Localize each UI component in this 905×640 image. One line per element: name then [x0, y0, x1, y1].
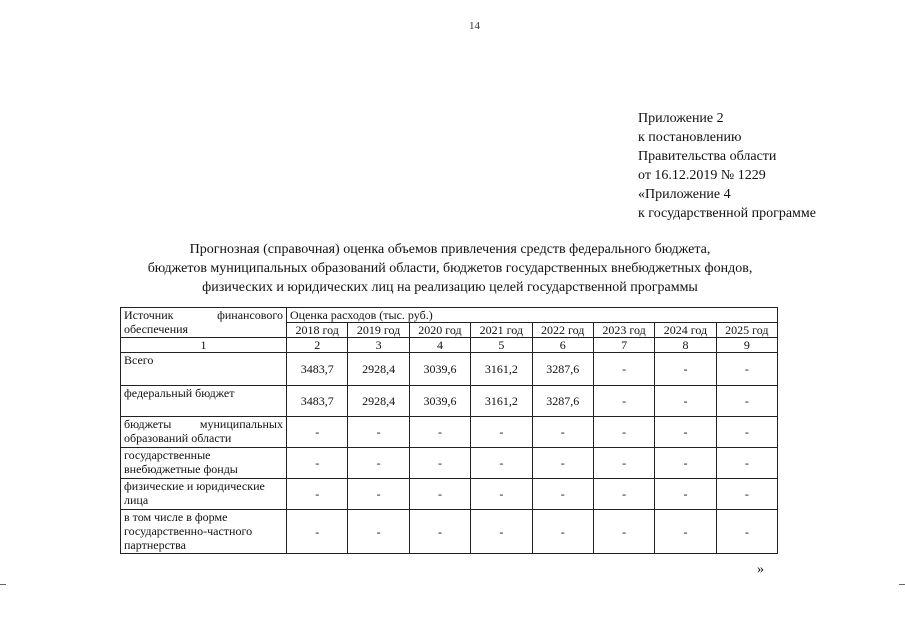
source-header-line: Источник финансового — [124, 308, 283, 322]
value-cell: 3161,2 — [471, 353, 532, 386]
column-number-cell: 2 — [287, 338, 348, 353]
row-label-line: бюджеты муниципальных — [124, 417, 283, 431]
column-number-cell: 1 — [121, 338, 287, 353]
year-cell: 2022 год — [532, 323, 593, 338]
value-cell: - — [409, 448, 470, 479]
value-cell: - — [655, 353, 716, 386]
appendix-line: Правительства области — [638, 149, 777, 164]
row-label-line: в том числе в форме — [124, 510, 228, 524]
page-number: 14 — [469, 20, 480, 32]
value-cell: - — [471, 417, 532, 448]
value-cell: 3483,7 — [287, 353, 348, 386]
value-cell: 3161,2 — [471, 386, 532, 417]
appendix-block — [638, 109, 816, 223]
value-cell: - — [593, 417, 654, 448]
value-cell: - — [287, 417, 348, 448]
value-cell: - — [471, 448, 532, 479]
table-row — [121, 448, 778, 479]
value-cell: - — [287, 448, 348, 479]
value-cell: - — [716, 386, 777, 417]
column-number-cell: 4 — [409, 338, 470, 353]
column-number-cell: 7 — [593, 338, 654, 353]
funding-table — [120, 307, 778, 554]
row-label-line: государственные — [124, 448, 211, 462]
year-cell: 2021 год — [471, 323, 532, 338]
year-cell: 2025 год — [716, 323, 777, 338]
value-cell: - — [532, 448, 593, 479]
row-label-line: физические и юридические — [124, 479, 265, 493]
year-cell: 2018 год — [287, 323, 348, 338]
value-cell: - — [716, 479, 777, 510]
value-cell: - — [655, 417, 716, 448]
value-cell: - — [593, 353, 654, 386]
year-cell: 2023 год — [593, 323, 654, 338]
row-label-cell — [121, 417, 287, 448]
appendix-line: от 16.12.2019 № 1229 — [638, 168, 766, 183]
table-row — [121, 510, 778, 554]
table-row — [121, 386, 778, 417]
value-cell: - — [348, 510, 409, 554]
value-cell: - — [655, 510, 716, 554]
value-cell: 2928,4 — [348, 386, 409, 417]
column-number-row — [121, 338, 778, 353]
row-label-cell — [121, 386, 287, 417]
value-cell: - — [532, 510, 593, 554]
column-number-cell: 9 — [716, 338, 777, 353]
row-label-cell — [121, 510, 287, 554]
value-cell: 3287,6 — [532, 386, 593, 417]
appendix-line: к постановлению — [638, 130, 742, 145]
table-header-row — [121, 308, 778, 323]
source-header-line: обеспечения — [124, 322, 189, 336]
row-label-cell — [121, 353, 287, 386]
left-edge-mark — [0, 584, 6, 585]
value-cell: - — [471, 510, 532, 554]
row-label-line: партнерства — [124, 538, 186, 552]
value-cell: - — [348, 479, 409, 510]
value-cell: - — [716, 448, 777, 479]
closing-quote: » — [757, 562, 764, 577]
value-cell: 3039,6 — [409, 386, 470, 417]
row-label-cell — [121, 448, 287, 479]
year-cell: 2024 год — [655, 323, 716, 338]
value-cell: - — [593, 448, 654, 479]
value-cell: - — [409, 417, 470, 448]
value-cell: 3483,7 — [287, 386, 348, 417]
column-number-cell: 3 — [348, 338, 409, 353]
row-label-line: лица — [124, 493, 149, 507]
row-label-line: внебюджетные фонды — [124, 462, 238, 476]
value-cell: - — [716, 510, 777, 554]
value-cell: 3039,6 — [409, 353, 470, 386]
appendix-line: Приложение 2 — [638, 111, 724, 126]
year-cell: 2019 год — [348, 323, 409, 338]
costs-header-cell: Оценка расходов (тыс. руб.) — [287, 308, 778, 323]
value-cell: - — [287, 510, 348, 554]
value-cell: - — [655, 479, 716, 510]
column-number-cell: 6 — [532, 338, 593, 353]
year-cell: 2020 год — [409, 323, 470, 338]
value-cell: - — [593, 479, 654, 510]
value-cell: - — [716, 353, 777, 386]
row-label-line: федеральный бюджет — [124, 386, 235, 400]
row-label-line: Всего — [124, 353, 154, 367]
column-number-cell: 5 — [471, 338, 532, 353]
document-title — [100, 240, 800, 297]
value-cell: - — [716, 417, 777, 448]
appendix-line: «Приложение 4 — [638, 187, 731, 202]
row-label-cell — [121, 479, 287, 510]
right-edge-mark — [899, 584, 905, 585]
title-line: Прогнозная (справочная) оценка объемов привлечения средств федерального бюджета, — [189, 242, 711, 257]
column-number-cell: 8 — [655, 338, 716, 353]
value-cell: - — [409, 479, 470, 510]
value-cell: - — [348, 448, 409, 479]
row-label-line: государственно-частного — [124, 524, 253, 538]
value-cell: - — [532, 417, 593, 448]
source-header-cell — [121, 308, 287, 338]
value-cell: - — [348, 417, 409, 448]
value-cell: - — [593, 386, 654, 417]
value-cell: - — [655, 386, 716, 417]
title-line: бюджетов муниципальных образований области, бюджетов государственных внебюджетных фондов, — [147, 261, 753, 276]
row-label-line: образований области — [124, 431, 232, 445]
title-line: физических и юридических лиц на реализацию целей государственной программы — [202, 280, 698, 295]
value-cell: 2928,4 — [348, 353, 409, 386]
value-cell: - — [409, 510, 470, 554]
value-cell: 3287,6 — [532, 353, 593, 386]
value-cell: - — [532, 479, 593, 510]
table-row — [121, 353, 778, 386]
table-row — [121, 417, 778, 448]
value-cell: - — [471, 479, 532, 510]
appendix-line: к государственной программе — [638, 206, 816, 221]
value-cell: - — [287, 479, 348, 510]
value-cell: - — [655, 448, 716, 479]
value-cell: - — [593, 510, 654, 554]
table-row — [121, 479, 778, 510]
